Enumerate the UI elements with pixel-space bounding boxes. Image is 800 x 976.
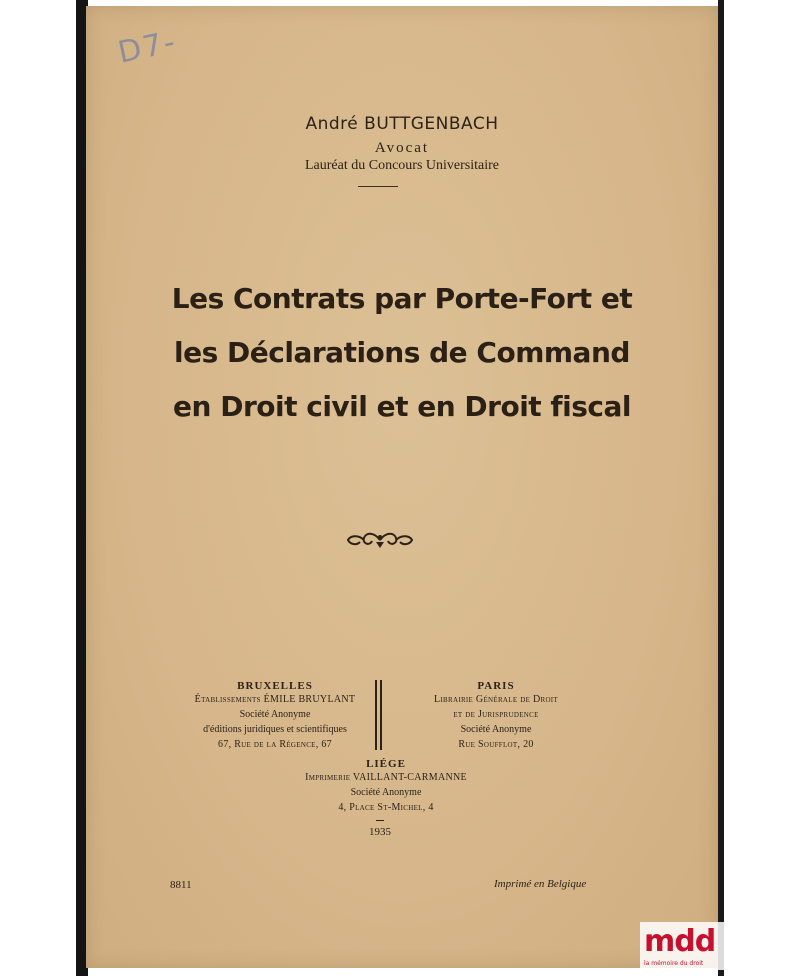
- publisher-line: Établissements ÉMILE BRUYLANT: [194, 694, 356, 705]
- publisher-line: d'éditions juridiques et scientifiques: [203, 724, 347, 735]
- watermark-tagline: la mémoire du droit: [644, 960, 704, 967]
- city-liege: LIÉGE: [366, 758, 406, 770]
- author-first-name: André: [305, 114, 359, 134]
- author-last-name: BUTTGENBACH: [364, 114, 499, 134]
- publisher-line: Société Anonyme: [239, 709, 311, 720]
- watermark-logo-text: mdd: [644, 924, 716, 959]
- publisher-line: Société Anonyme: [350, 787, 422, 798]
- author-name: [86, 114, 718, 134]
- double-rule-left: [375, 680, 377, 750]
- title-line-3: en Droit civil et en Droit fiscal: [173, 390, 631, 423]
- double-rule-right: [380, 680, 382, 750]
- divider-rule: [358, 186, 398, 187]
- publisher-line: Librairie Générale de Droit: [433, 694, 559, 705]
- printed-in-note: Imprimé en Belgique: [494, 878, 587, 890]
- ornament-icon: [344, 528, 416, 552]
- publisher-paris: [408, 680, 584, 752]
- publisher-address: 67, Rue de la Régence, 67: [218, 739, 332, 750]
- pencil-annotation: D7-: [115, 24, 181, 71]
- city-bruxelles: BRUXELLES: [237, 680, 313, 692]
- author-role: Avocat: [374, 140, 430, 156]
- printer-name: Imprimerie VAILLANT-CARMANNE: [305, 772, 467, 783]
- publisher-line: Société Anonyme: [460, 724, 532, 735]
- watermark-logo: [640, 922, 724, 970]
- publisher-line: et de Jurisprudence: [453, 709, 539, 720]
- publisher-address: Rue Soufflot, 20: [458, 739, 534, 750]
- catalog-number: 8811: [170, 879, 192, 891]
- title-line-2: les Déclarations de Command: [174, 336, 630, 369]
- year-dash: [376, 820, 384, 821]
- printer-address: 4, Place St-Michel, 4: [338, 802, 434, 813]
- city-paris: PARIS: [477, 680, 515, 692]
- author-distinction: Lauréat du Concours Universitaire: [305, 158, 499, 173]
- publisher-bruxelles: [168, 680, 382, 752]
- publisher-liege: [270, 758, 502, 815]
- publication-year: 1935: [369, 826, 391, 838]
- scan-border-right: [718, 0, 724, 976]
- title-line-1: Les Contrats par Porte-Fort et: [171, 282, 633, 315]
